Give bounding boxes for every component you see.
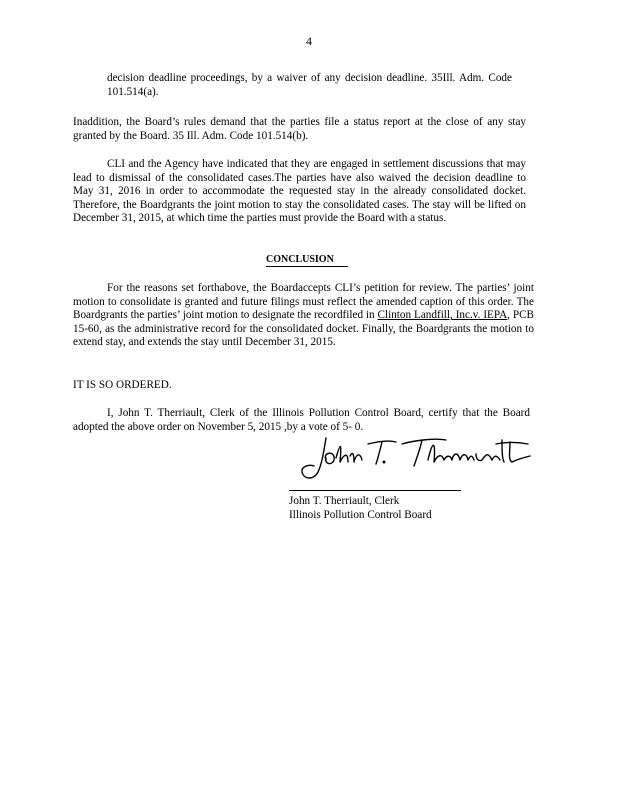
so-ordered: IT IS SO ORDERED. (73, 379, 172, 391)
reasons-text-after: , PCB 15-60, as the administrative record for the consolidated docket. Finally, the Boardgrants the motion to extend stay, and extends the stay until December 31, 2015. (73, 309, 534, 349)
signer-organization: Illinois Pollution Control Board (289, 509, 432, 521)
paragraph-status-report: Inaddition, the Board’s rules demand that the parties file a status report at the close of any stay granted by the Board. 35 Ill. Adm. Code 101.514(b). (73, 116, 526, 142)
conclusion-heading: CONCLUSION (266, 254, 348, 267)
paragraph-continued: decision deadline proceedings, by a waiver of any decision deadline. 35Ill. Adm. Code 101.514(a). (107, 72, 512, 98)
handwritten-signature (296, 430, 556, 485)
reasons-text-before: For the reasons set forthabove, the Boardaccepts CLI’s petition for review. The parties’ joint motion to consolidate is granted and future filings must reflect the amended caption of this order. The Boardgrants the parties’ joint motion to designate the recordfiled in (73, 282, 534, 322)
page-number: 4 (306, 34, 312, 48)
case-name: Clinton Landfill, Inc.v. IEPA (377, 309, 508, 322)
signature-line (289, 490, 461, 491)
paragraph-cli-agency: CLI and the Agency have indicated that they are engaged in settlement discussions that may lead to dismissal of the consolidated cases.The parties have also waived the decision deadline to May 31, 2016 in order to accommodate the requested stay in the already consolidated docket. Therefore, the Boardgrants the joint motion to stay the consolidated cases. The stay will be lifted on December 31, 2015, at which time the parties must provide the Board with a status. (73, 158, 526, 225)
signer-name-title: John T. Therriault, Clerk (289, 495, 400, 507)
signature-block (289, 494, 432, 522)
paragraph-certification: I, John T. Therriault, Clerk of the Illinois Pollution Control Board, certify that the Board adopted the above order on November 5, 2015 ,by a vote of 5- 0. (73, 407, 530, 433)
paragraph-reasons (73, 282, 534, 350)
